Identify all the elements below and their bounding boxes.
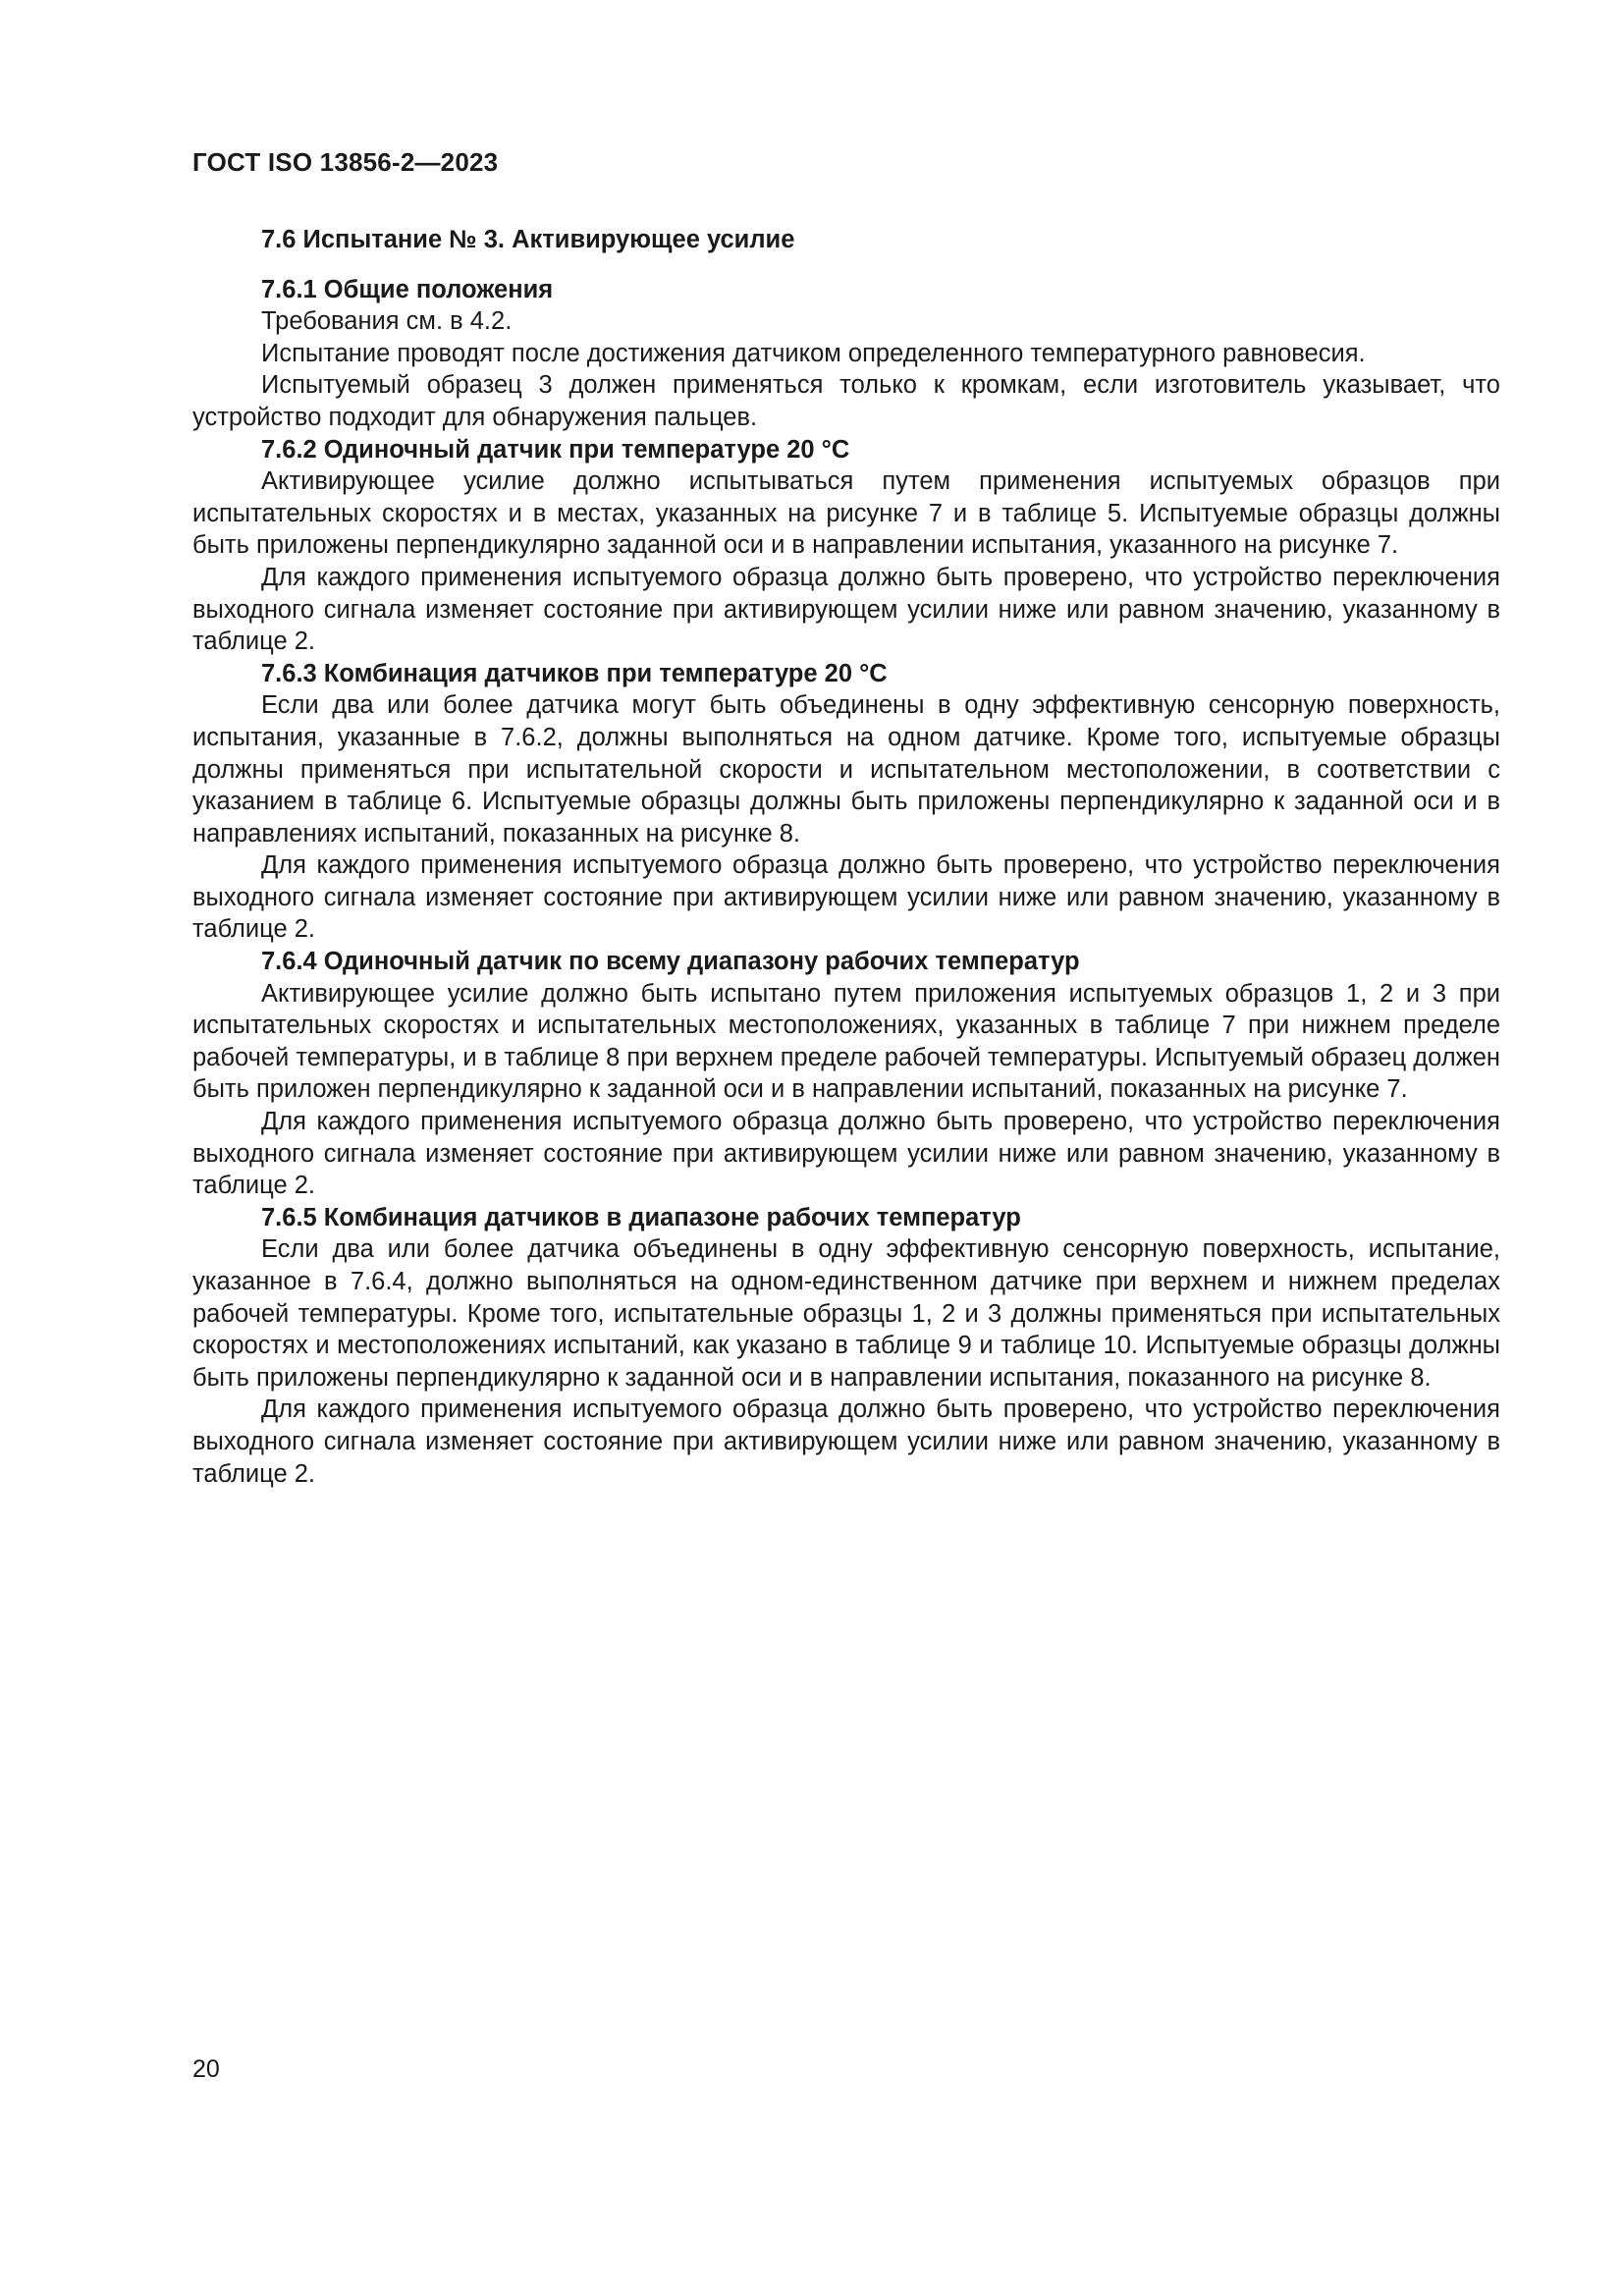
paragraph: Для каждого применения испытуемого образца должно быть проверено, что устройство переключения выходного сигнала изменяет состояние при активирующем усилии ниже или равном значению, указанному в таблице 2. [192, 563, 1500, 656]
document-code-header: ГОСТ ISO 13856-2—2023 [192, 147, 499, 177]
paragraph: Испытание проводят после достижения датчиком определенного температурного равновесия. [261, 339, 1366, 367]
paragraph: Для каждого применения испытуемого образца должно быть проверено, что устройство переключения выходного сигнала изменяет состояние при активирующем усилии ниже или равном значению, указанному в таблице 2. [192, 851, 1500, 944]
paragraph: Требования см. в 4.2. [261, 307, 513, 336]
subsection-title-7-6-4: 7.6.4 Одиночный датчик по всему диапазону рабочих температур [261, 948, 1080, 976]
paragraph: Для каждого применения испытуемого образца должно быть проверено, что устройство переключения выходного сигнала изменяет состояние при активирующем усилии ниже или равном значению, указанному в таблице 2. [192, 1395, 1500, 1488]
subsection-title-7-6-2: 7.6.2 Одиночный датчик при температуре 20 °С [261, 435, 850, 464]
section-title: 7.6 Испытание № 3. Активирующее усилие [261, 226, 795, 253]
paragraph: Если два или более датчика объединены в одну эффективную сенсорную поверхность, испытание, указанное в 7.6.4, должно выполняться на одном-единственном датчике при верхнем и нижнем пределах рабочей температуры. Кроме того, испытательные образцы 1, 2 и 3 должны применяться при испытательных скоростях и местоположениях испытаний, как указано в таблице 9 и таблице 10. Испытуемые образцы должны быть приложены перпендикулярно к заданной оси и в направлении испытания, показанного на рисунке 8. [192, 1235, 1500, 1392]
paragraph: Активирующее усилие должно испытываться путем применения испытуемых образцов при испытательных скоростях и в местах, указанных на рисунке 7 и в таблице 5. Испытуемые образцы должны быть приложены перпендикулярно заданной оси и в направлении испытания, указанного на рисунке 7. [192, 467, 1500, 560]
subsection-title-7-6-5: 7.6.5 Комбинация датчиков в диапазоне рабочих температур [261, 1203, 1021, 1231]
subsection-title-7-6-3: 7.6.3 Комбинация датчиков при температуре 20 °С [261, 659, 888, 687]
paragraph: Если два или более датчика могут быть объединены в одну эффективную сенсорную поверхность, испытания, указанные в 7.6.2, должны выполняться на одном датчике. Кроме того, испытуемые образцы должны применяться при испытательной скорости и испытательном местоположении, в соответствии с указанием в таблице 6. Испытуемые образцы должны быть приложены перпендикулярно к заданной оси и в направлениях испытаний, показанных на рисунке 8. [192, 691, 1500, 847]
paragraph: Для каждого применения испытуемого образца должно быть проверено, что устройство переключения выходного сигнала изменяет состояние при активирующем усилии ниже или равном значению, указанному в таблице 2. [192, 1108, 1500, 1200]
subsection-title-7-6-1: 7.6.1 Общие положения [261, 275, 554, 303]
paragraph: Активирующее усилие должно быть испытано путем приложения испытуемых образцов 1, 2 и 3 при испытательных скоростях и испытательных местоположениях, указанных в таблице 7 при нижнем пределе рабочей температуры, и в таблице 8 при верхнем пределе рабочей температуры. Испытуемый образец должен быть приложен перпендикулярно к заданной оси и в направлении испытаний, показанных на рисунке 7. [192, 979, 1500, 1104]
paragraph: Испытуемый образец 3 должен применяться только к кромкам, если изготовитель указывает, что устройство подходит для обнаружения пальцев. [192, 371, 1500, 431]
page-number: 20 [192, 2055, 220, 2083]
document-body [192, 224, 1500, 1490]
